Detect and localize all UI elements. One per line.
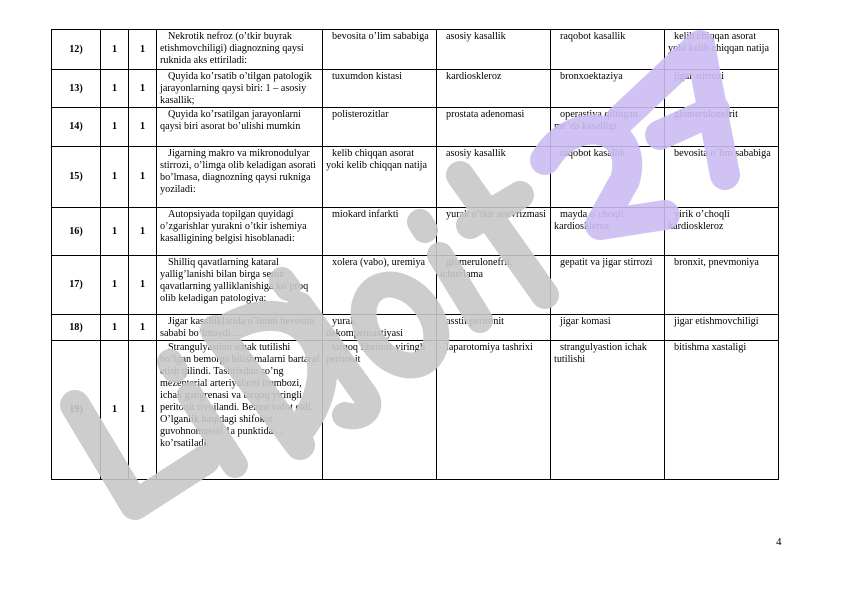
score-b: 1 <box>129 108 157 147</box>
question-number: 16) <box>52 208 101 256</box>
table-row <box>52 30 779 70</box>
answer-option-4: bitishma xastaligi <box>665 341 779 480</box>
question-number: 15) <box>52 147 101 208</box>
question-number: 13) <box>52 70 101 108</box>
answer-option-2: kardioskleroz <box>437 70 551 108</box>
question-text: Strangulyastion ichak tutilishi bo’lgan bemorga bitishmalarni bartaraf etish qilindi. Tashrixdan so’ng mezenterial arteriyalarni trombozi, ichak gangrenasi va tarqoq yiringli peritonit rivojlandi. Bemor vafot etdi. O’lganlik haqidagi shifokor guvohnomasini 1a punktida … ko’rsatiladi. <box>157 341 323 480</box>
answer-option-1: bevosita o’lim sababiga <box>323 30 437 70</box>
questions-table-body <box>52 30 779 480</box>
score-b: 1 <box>129 147 157 208</box>
answer-option-3: operastiya qilingan me’da kasalligi <box>551 108 665 147</box>
table-row <box>52 108 779 147</box>
answer-option-1: kelib chiqqan asorat yoki kelib chiqqan natija <box>323 147 437 208</box>
question-number: 19) <box>52 341 101 480</box>
score-a: 1 <box>101 341 129 480</box>
table-row <box>52 70 779 108</box>
answer-option-4: bronxit, pnevmoniya <box>665 256 779 315</box>
answer-option-1: polisterozitlar <box>323 108 437 147</box>
answer-option-4: jigar stirrozi <box>665 70 779 108</box>
question-text: Shilliq qavatlarning kataral yallig’lanishi bilan birga seroz qavatlarning yalliklanishiga ko’proq olib keladigan patologiya: <box>157 256 323 315</box>
page-number: 4 <box>776 536 782 548</box>
table-row <box>52 147 779 208</box>
answer-option-4: jigar etishmovchiligi <box>665 315 779 341</box>
answer-option-2: laparotomiya tashrixi <box>437 341 551 480</box>
answer-option-4: glomerulonefrit <box>665 108 779 147</box>
answer-option-3: jigar komasi <box>551 315 665 341</box>
question-text: Jigarning makro va mikronodulyar stirrozi, o’limga olib keladigan asorati bo’lmasa, diagnozning qaysi rukniga yoziladi: <box>157 147 323 208</box>
score-a: 1 <box>101 70 129 108</box>
score-b: 1 <box>129 315 157 341</box>
answer-option-2: yurak o’tkir anevrizmasi <box>437 208 551 256</box>
answer-option-1: tuxumdon kistasi <box>323 70 437 108</box>
score-b: 1 <box>129 208 157 256</box>
question-text: Quyida ko’rsatilgan jarayonlarni qaysi biri asorat bo’ulishi mumkin <box>157 108 323 147</box>
answer-option-3: bronxoektaziya <box>551 70 665 108</box>
answer-option-1: miokard infarkti <box>323 208 437 256</box>
table-row <box>52 341 779 480</box>
score-a: 1 <box>101 108 129 147</box>
score-b: 1 <box>129 30 157 70</box>
answer-option-3: mayda o’choqli kardioskleroz <box>551 208 665 256</box>
score-a: 1 <box>101 147 129 208</box>
score-b: 1 <box>129 70 157 108</box>
score-a: 1 <box>101 208 129 256</box>
answer-option-2: prostata adenomasi <box>437 108 551 147</box>
answer-option-4: bevosita o’lim sababiga <box>665 147 779 208</box>
answer-option-3: gepatit va jigar stirrozi <box>551 256 665 315</box>
question-number: 12) <box>52 30 101 70</box>
answer-option-4: yirik o’choqli kardioskleroz <box>665 208 779 256</box>
question-text: Quyida ko’rsatib o’tilgan patologik jarayonlarning qaysi biri: 1 – asosiy kasallik; <box>157 70 323 108</box>
answer-option-2: glomerulonefrit, ichterlama <box>437 256 551 315</box>
questions-table <box>51 29 779 480</box>
question-text: Jigar kasalliklarida o’limni bevosita sababi bo’lmaydi… <box>157 315 323 341</box>
question-number: 18) <box>52 315 101 341</box>
answer-option-3: raqobot kasallik <box>551 30 665 70</box>
question-text: Nekrotik nefroz (o’tkir buyrak etishmovchiligi) diagnozning qaysi ruknida aks ettiriladi: <box>157 30 323 70</box>
score-a: 1 <box>101 30 129 70</box>
table-row <box>52 208 779 256</box>
question-number: 14) <box>52 108 101 147</box>
answer-option-1: xolera (vabo), uremiya <box>323 256 437 315</box>
score-a: 1 <box>101 256 129 315</box>
score-b: 1 <box>129 256 157 315</box>
question-text: Autopsiyada topilgan quyidagi o’zgarishlar yurakni o’tkir ishemiya kasalligining belgisi hisoblanadi: <box>157 208 323 256</box>
score-a: 1 <box>101 315 129 341</box>
answer-option-2: asosiy kasallik <box>437 30 551 70</box>
answer-option-1: tarqoq fibrinoz yiringli peritonit <box>323 341 437 480</box>
answer-option-3: strangulyastion ichak tutilishi <box>551 341 665 480</box>
answer-option-1: yurak dekompensastiyasi <box>323 315 437 341</box>
answer-option-2: asosiy kasallik <box>437 147 551 208</box>
score-b: 1 <box>129 341 157 480</box>
answer-option-4: kelib chiqqan asorat yoki kelib chiqqan natija <box>665 30 779 70</box>
question-number: 17) <box>52 256 101 315</box>
answer-option-2: asstit peritonit <box>437 315 551 341</box>
table-row <box>52 315 779 341</box>
answer-option-3: raqobot kasallik <box>551 147 665 208</box>
table-row <box>52 256 779 315</box>
